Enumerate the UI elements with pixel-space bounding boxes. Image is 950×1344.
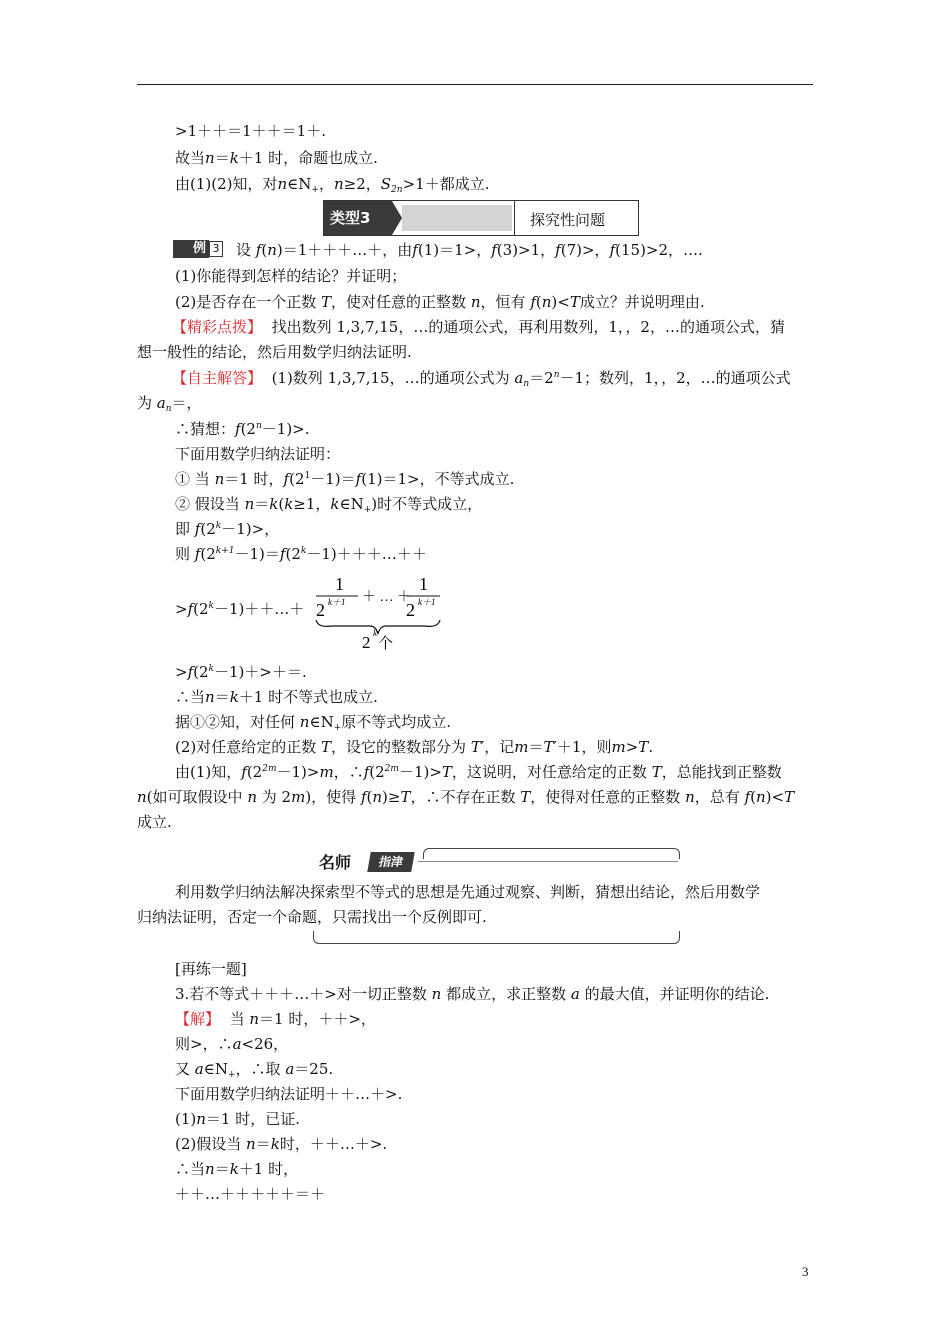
example-badge bbox=[173, 240, 225, 258]
text-line: ② 假设当 n＝k(k≥1，$k\in N_+$)时不等式成立， bbox=[175, 495, 483, 515]
text-line: 则 $f(2^{k+1}-1)=f(2^k-1)+++\dots++$ bbox=[175, 545, 427, 563]
text-line: 由(1)知，$f(2^{2m}-1)>m$，$\therefore f(2^{2m}-1)>T$，这说明，对任意给定的正数 T，总能找到正整数 bbox=[175, 763, 782, 781]
text-line: $>f(2^k-1)++\dots+$ bbox=[175, 600, 305, 618]
text-line: 据①②知，对任何 $n\in N_+$原不等式均成立. bbox=[175, 713, 452, 733]
solution-tag: 【解】 bbox=[175, 1010, 221, 1028]
brace-exp: k bbox=[373, 628, 377, 638]
box-top-border bbox=[423, 848, 680, 859]
teacher-tip-label bbox=[313, 848, 413, 874]
text-line: [再练一题] bbox=[175, 960, 247, 978]
text-line: ＋＋…＋＋＋＋＋＝＋ bbox=[175, 1185, 326, 1203]
text-line: ∴猜想：$f(2^n-1)>$. bbox=[175, 420, 310, 438]
type-label: 类型3 bbox=[324, 201, 392, 235]
text-line: 故当n＝k＋1 时，命题也成立. bbox=[175, 149, 378, 167]
text-line: 归纳法证明，否定一个命题，只需找出一个反例即可. bbox=[137, 908, 487, 926]
arrow-icon bbox=[392, 201, 402, 235]
text-line: 又 $a\in N_+$，∴取 a＝25. bbox=[175, 1060, 334, 1080]
text-line: 【精彩点拨】 找出数列 1,3,7,15，…的通项公式，再利用数列，1，，2，…的通项公式，猜 bbox=[172, 318, 785, 336]
text-line: n(如可取假设中 n 为 2m)，使得 f(n)≥T，∴不存在正数 T，使得对任意的正整数 n，总有 f(n)<T bbox=[137, 788, 795, 806]
text-line: 【解】 当 n＝1 时，＋＋>， bbox=[175, 1010, 376, 1028]
text-line: (1)n＝1 时，已证. bbox=[175, 1110, 301, 1128]
text-line: 利用数学归纳法解决探索型不等式的思想是先通过观察、判断，猜想出结论，然后用数学 bbox=[175, 883, 761, 901]
box-guide-line bbox=[418, 861, 678, 862]
text-line: ∴当n＝k＋1 时， bbox=[175, 1160, 299, 1178]
answer-tag: 【自主解答】 bbox=[172, 369, 263, 387]
box-bottom-border bbox=[313, 931, 680, 944]
text-line: 为 $a_n=$， bbox=[137, 394, 202, 414]
text-line: 3.若不等式＋＋＋…＋>对一切正整数 n 都成立，求正整数 a 的最大值，并证明你的结论. bbox=[175, 985, 770, 1003]
type-shade bbox=[402, 205, 512, 231]
page-number: 3 bbox=[802, 1264, 809, 1279]
text-line: >1＋＋＝1＋＋＝1＋. bbox=[175, 122, 326, 140]
hint-tag: 【精彩点拨】 bbox=[172, 318, 263, 336]
header-rule bbox=[137, 84, 813, 85]
text-line: (2)是否存在一个正数 T，使对任意的正整数 n，恒有 f(n)<T成立？并说明理由. bbox=[175, 293, 705, 311]
text-line: (1)你能得到怎样的结论？并证明； bbox=[175, 267, 407, 285]
text-line: 下面用数学归纳法证明： bbox=[175, 445, 341, 463]
divider bbox=[514, 201, 515, 235]
frac-dots: ＋ … ＋ bbox=[362, 590, 411, 605]
brace-sum-figure bbox=[312, 570, 452, 655]
text-line: (2)假设当 n＝k时，＋＋…＋>. bbox=[175, 1135, 388, 1153]
text-line: 设 f(n)＝1＋＋＋…＋，由f(1)＝1>，f(3)>1，f(7)>，f(15)>2，…. bbox=[236, 241, 703, 259]
brace-base: 2 bbox=[362, 633, 371, 652]
text-line: ∴当n＝k＋1 时不等式也成立. bbox=[175, 688, 378, 706]
text-line: (2)对任意给定的正数 T，设它的整数部分为 T′，记m＝T′＋1，则m>T. bbox=[175, 738, 654, 756]
example-number: 3 bbox=[209, 241, 223, 257]
tip-badge: 指津 bbox=[367, 852, 415, 872]
underbrace bbox=[316, 620, 440, 634]
text-line: 由(1)(2)知，对$n\in N_+$，n≥2，$S_{2n}>1+$都成立. bbox=[175, 175, 490, 195]
frac-exponent-1: k＋1 bbox=[328, 597, 346, 607]
frac-denominator-2: 2 bbox=[406, 600, 415, 620]
text-line: 则>，∴a<26， bbox=[175, 1035, 289, 1053]
section-type-header bbox=[323, 200, 639, 236]
text-line: $>f(2^k-1)+>+=$. bbox=[175, 663, 307, 681]
frac-numerator-2: 1 bbox=[419, 574, 428, 594]
text-line: 即 $f(2^k-1)>$， bbox=[175, 520, 280, 538]
text-line: 下面用数学归纳法证明＋＋…＋>. bbox=[175, 1085, 403, 1103]
frac-exponent-2: k＋1 bbox=[418, 597, 436, 607]
text-line: 成立. bbox=[137, 813, 172, 831]
frac-numerator-1: 1 bbox=[335, 574, 344, 594]
brace-label: 个 bbox=[378, 634, 394, 652]
text-line: ① 当 n＝1 时，$f(2^1-1)=f(1)=1>$，不等式成立. bbox=[175, 470, 515, 488]
example-label: 例 bbox=[173, 240, 209, 258]
text-line: 想一般性的结论，然后用数学归纳法证明. bbox=[137, 343, 412, 361]
type-title: 探究性问题 bbox=[530, 211, 606, 229]
text-line: 【自主解答】 (1)数列 1,3,7,15，…的通项公式为 $a_n=2^n-1$；数列，1，，2，…的通项公式 bbox=[172, 369, 791, 389]
frac-denominator-1: 2 bbox=[316, 600, 325, 620]
tip-title: 名师 bbox=[319, 853, 352, 872]
